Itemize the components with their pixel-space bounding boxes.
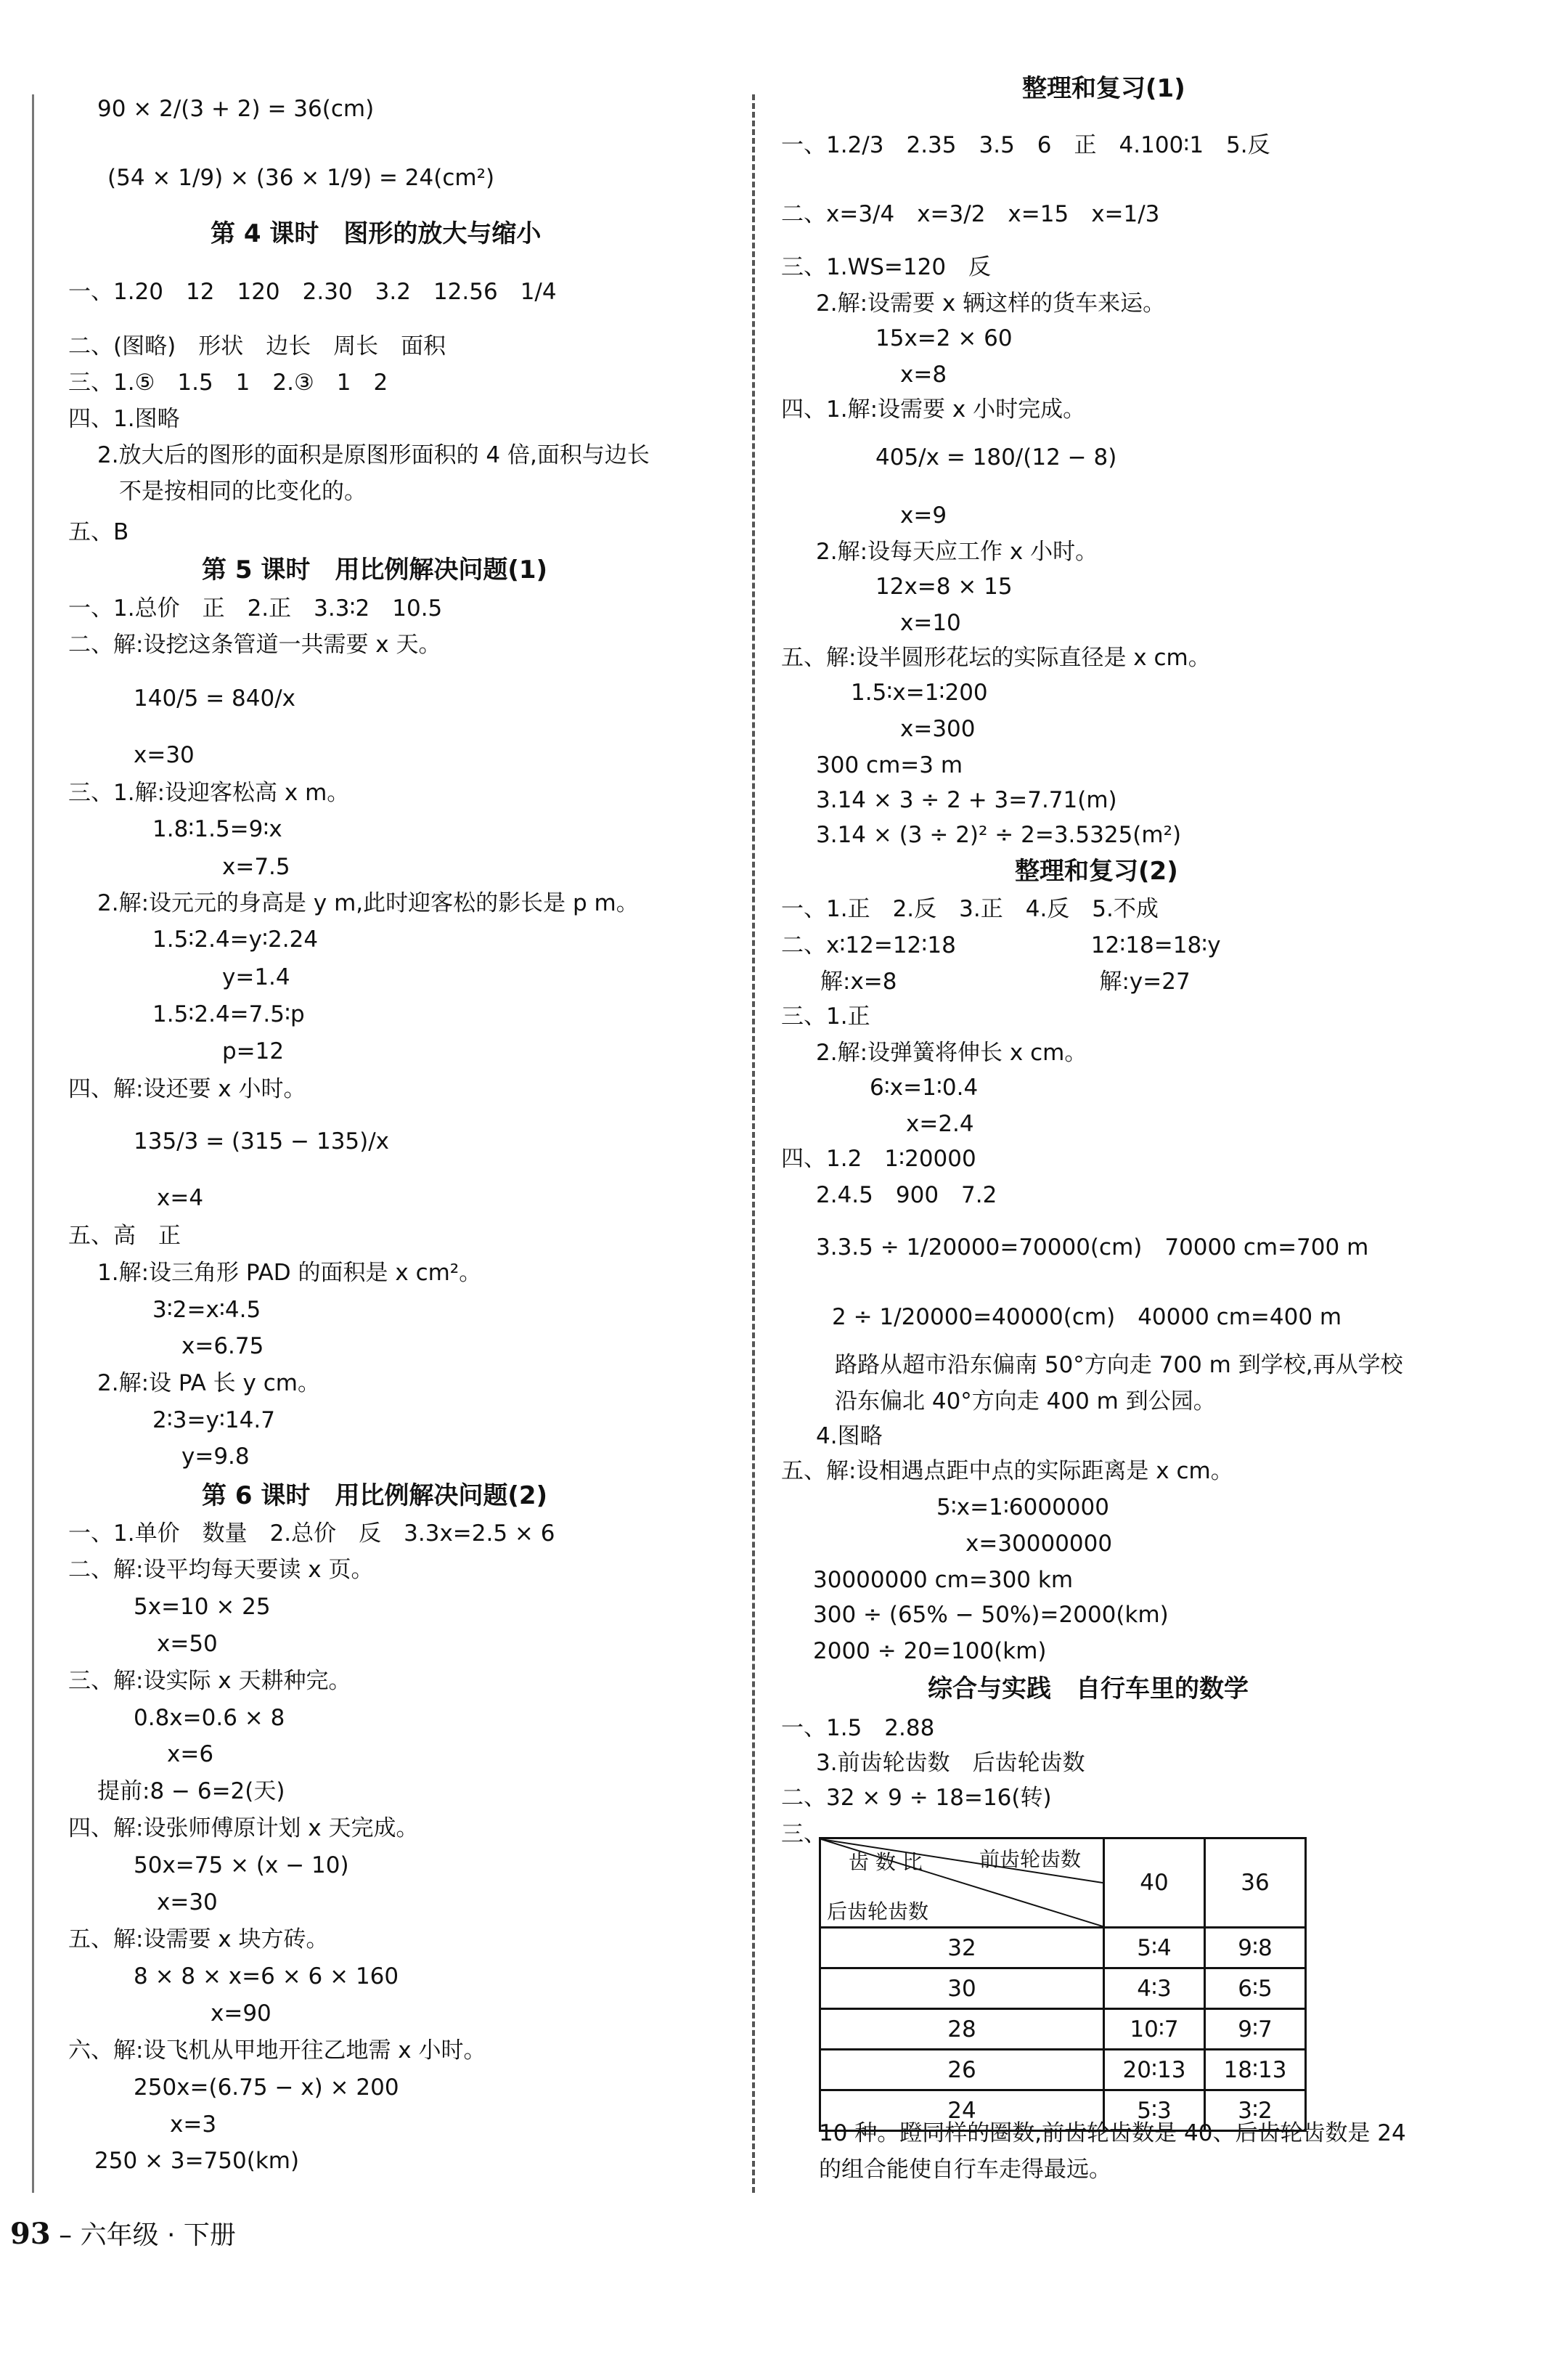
- answer-line: 解:x=8 解:y=27: [820, 969, 1191, 995]
- answer-line: 300 ÷ (65% − 50%)=2000(km): [813, 1602, 1169, 1628]
- answer-line: y=9.8: [181, 1443, 250, 1470]
- answer-line: x=6.75: [181, 1333, 264, 1359]
- answer-line: 二、x=3/4 x=3/2 x=15 x=1/3: [781, 201, 1160, 227]
- answer-line: 3.14 × (3 ÷ 2)² ÷ 2=3.5325(m²): [816, 822, 1182, 848]
- answer-line: 15x=2 × 60: [875, 325, 1013, 351]
- answer-line: x=30: [157, 1889, 218, 1915]
- table-row: [820, 2050, 1306, 2090]
- answer-line: 1.解:设三角形 PAD 的面积是 x cm²。: [97, 1260, 482, 1286]
- answer-line: 90 × 2/(3 + 2) = 36(cm): [97, 96, 375, 122]
- answer-line: p=12: [222, 1038, 285, 1064]
- rear-teeth-cell: 26: [820, 2050, 1104, 2090]
- answer-line: 2.解:设弹簧将伸长 x cm。: [816, 1040, 1087, 1066]
- answer-line: 2 ÷ 1/20000=40000(cm) 40000 cm=400 m: [832, 1304, 1342, 1330]
- table-row: [820, 1928, 1306, 1968]
- answer-line: 沿东偏北 40°方向走 400 m 到公园。: [835, 1388, 1216, 1414]
- section-heading: 第 6 课时 用比例解决问题(2): [202, 1481, 548, 1510]
- rear-teeth-cell: 28: [820, 2009, 1104, 2050]
- answer-line: 路路从超市沿东偏南 50°方向走 700 m 到学校,再从学校: [835, 1352, 1403, 1378]
- diag-front-label: 前齿轮齿数: [979, 1847, 1082, 1871]
- answer-line: 二、32 × 9 ÷ 18=16(转): [781, 1785, 1052, 1811]
- answer-line: 1.8∶1.5=9∶x: [152, 816, 282, 842]
- answer-line: 10 种。蹬同样的圈数,前齿轮齿数是 40、后齿轮齿数是 24: [819, 2120, 1406, 2146]
- col-header-36: 36: [1205, 1838, 1306, 1928]
- answer-line: 1.5∶x=1∶200: [851, 680, 988, 706]
- answer-line: 六、解:设飞机从甲地开往乙地需 x 小时。: [68, 2037, 486, 2064]
- answer-line: 2.4.5 900 7.2: [816, 1182, 997, 1208]
- page-footer: [10, 2215, 236, 2252]
- answer-line: 3.14 × 3 ÷ 2 + 3=7.71(m): [816, 787, 1117, 813]
- answer-line: 300 cm=3 m: [816, 752, 963, 778]
- answer-line: 五、解:设需要 x 块方砖。: [68, 1926, 329, 1952]
- table-row: [820, 1968, 1306, 2009]
- answer-line: 二、解:设挖这条管道一共需要 x 天。: [68, 632, 441, 658]
- answer-line: 的组合能使自行车走得最远。: [819, 2157, 1111, 2183]
- answer-line: 三、1.WS=120 反: [781, 254, 992, 280]
- col-header-40: 40: [1104, 1838, 1205, 1928]
- answer-line: x=300: [900, 716, 976, 742]
- answer-line: 一、1.5 2.88: [781, 1715, 935, 1741]
- answer-line: x=90: [211, 2000, 271, 2027]
- answer-line: 5∶x=1∶6000000: [936, 1494, 1109, 1520]
- answer-line: 二、解:设平均每天要读 x 页。: [68, 1557, 374, 1583]
- diag-rear-label: 后齿轮齿数: [827, 1899, 929, 1923]
- ratio-cell: 9∶7: [1205, 2009, 1306, 2050]
- table-row: [820, 2090, 1306, 2131]
- table-header-row: [820, 1838, 1306, 1928]
- table-row: [820, 2009, 1306, 2050]
- ratio-cell: 5∶4: [1104, 1928, 1205, 1968]
- table-body: [820, 1928, 1306, 2131]
- page-number: 93: [10, 2217, 51, 2251]
- answer-line: 8 × 8 × x=6 × 6 × 160: [134, 1963, 399, 1990]
- answer-line: x=50: [157, 1631, 218, 1657]
- answer-line: 0.8x=0.6 × 8: [134, 1705, 285, 1731]
- answer-line: 4.图略: [816, 1423, 883, 1449]
- answer-line: 2.解:设 PA 长 y cm。: [97, 1370, 320, 1396]
- answer-line: 三、1.解:设迎客松高 x m。: [68, 780, 350, 806]
- answer-line: 一、1.单价 数量 2.总价 反 3.3x=2.5 × 6: [68, 1520, 555, 1547]
- answer-line: 12x=8 × 15: [875, 574, 1013, 600]
- answer-line: 1.5∶2.4=7.5∶p: [152, 1001, 305, 1027]
- grade-label: 六年级 · 下册: [80, 2220, 236, 2250]
- answer-line: (54 × 1/9) × (36 × 1/9) = 24(cm²): [107, 165, 495, 191]
- answer-line: 250 × 3=750(km): [94, 2148, 300, 2174]
- answer-line: 2.解:设元元的身高是 y m,此时迎客松的影长是 p m。: [97, 890, 639, 916]
- answer-line: 四、1.解:设需要 x 小时完成。: [781, 396, 1086, 423]
- answer-line: 二、(图略) 形状 边长 周长 面积: [68, 333, 446, 359]
- answer-line: 405/x = 180/(12 − 8): [875, 444, 1117, 471]
- answer-line: x=10: [900, 610, 961, 636]
- answer-line: 2∶3=y∶14.7: [152, 1407, 275, 1433]
- answer-line: 一、1.总价 正 2.正 3.3∶2 10.5: [68, 595, 443, 622]
- answer-line: x=30000000: [965, 1531, 1113, 1557]
- answer-line: 不是按相同的比变化的。: [119, 478, 367, 505]
- section-heading: 综合与实践 自行车里的数学: [928, 1674, 1249, 1703]
- footer-dash: –: [59, 2220, 73, 2250]
- answer-line: 50x=75 × (x − 10): [134, 1852, 349, 1878]
- answer-line: 四、解:设还要 x 小时。: [68, 1076, 306, 1102]
- answer-line: 140/5 = 840/x: [134, 685, 295, 712]
- answer-line: 三、1.⑤ 1.5 1 2.③ 1 2: [68, 370, 388, 396]
- ratio-cell: 18∶13: [1205, 2050, 1306, 2090]
- answer-line: 四、解:设张师傅原计划 x 天完成。: [68, 1815, 419, 1841]
- answer-line: x=2.4: [906, 1111, 974, 1137]
- ratio-cell: 10∶7: [1104, 2009, 1205, 2050]
- section-heading: 第 5 课时 用比例解决问题(1): [202, 555, 548, 585]
- ratio-cell: 6∶5: [1205, 1968, 1306, 2009]
- answer-line: 3∶2=x∶4.5: [152, 1297, 261, 1323]
- left-margin-rule: [32, 94, 34, 2193]
- answer-line: 135/3 = (315 − 135)/x: [134, 1128, 390, 1154]
- answer-line: 提前:8 − 6=2(天): [97, 1778, 285, 1804]
- column-divider: [752, 94, 755, 2193]
- answer-line: 2.解:设需要 x 辆这样的货车来运。: [816, 290, 1166, 317]
- ratio-cell: 20∶13: [1104, 2050, 1205, 2090]
- ratio-cell: 3∶2: [1205, 2090, 1306, 2131]
- answer-line: 250x=(6.75 − x) × 200: [134, 2074, 399, 2101]
- answer-line: 一、1.20 12 120 2.30 3.2 12.56 1/4: [68, 279, 557, 305]
- answer-line: x=30: [134, 742, 195, 768]
- answer-line: x=7.5: [222, 854, 290, 880]
- table-diagonal-header: [820, 1838, 1104, 1928]
- section-heading: 第 4 课时 图形的放大与缩小: [211, 219, 542, 248]
- ratio-cell: 9∶8: [1205, 1928, 1306, 1968]
- section-heading: 整理和复习(2): [1015, 857, 1178, 886]
- answer-line: 2.解:设每天应工作 x 小时。: [816, 539, 1098, 565]
- ratio-cell: 5∶3: [1104, 2090, 1205, 2131]
- answer-line: 四、1.2 1∶20000: [781, 1146, 976, 1172]
- rear-teeth-cell: 24: [820, 2090, 1104, 2131]
- answer-line: x=3: [170, 2111, 217, 2138]
- answer-line: x=4: [157, 1185, 204, 1211]
- answer-line: 30000000 cm=300 km: [813, 1567, 1074, 1593]
- answer-line: 五、B: [68, 519, 129, 545]
- answer-line: 3.前齿轮齿数 后齿轮齿数: [816, 1750, 1085, 1776]
- answer-line: 三、: [781, 1821, 826, 1847]
- section-heading: 整理和复习(1): [1022, 74, 1185, 103]
- answer-line: x=9: [900, 502, 947, 529]
- rear-teeth-cell: 32: [820, 1928, 1104, 1968]
- answer-line: 五、解:设相遇点距中点的实际距离是 x cm。: [781, 1458, 1233, 1484]
- ratio-cell: 4∶3: [1104, 1968, 1205, 2009]
- answer-line: 2000 ÷ 20=100(km): [813, 1638, 1047, 1664]
- answer-line: y=1.4: [222, 964, 290, 990]
- answer-line: 五、高 正: [68, 1223, 181, 1249]
- gear-ratio-table: [819, 1837, 1307, 2132]
- diag-ratio-label: 齿 数 比: [849, 1850, 923, 1874]
- answer-line: 1.5∶2.4=y∶2.24: [152, 926, 319, 953]
- answer-line: 四、1.图略: [68, 406, 180, 432]
- answer-line: 三、1.正: [781, 1003, 870, 1030]
- answer-line: 3.3.5 ÷ 1/20000=70000(cm) 70000 cm=700 m: [816, 1234, 1369, 1261]
- rear-teeth-cell: 30: [820, 1968, 1104, 2009]
- answer-line: 三、解:设实际 x 天耕种完。: [68, 1668, 351, 1694]
- answer-line: 6∶x=1∶0.4: [870, 1075, 979, 1101]
- answer-line: x=8: [900, 362, 947, 388]
- answer-line: 一、1.2/3 2.35 3.5 6 正 4.100∶1 5.反: [781, 132, 1270, 158]
- answer-line: 5x=10 × 25: [134, 1594, 271, 1620]
- answer-line: 二、x∶12=12∶18 12∶18=18∶y: [781, 932, 1221, 958]
- answer-line: 五、解:设半圆形花坛的实际直径是 x cm。: [781, 645, 1211, 671]
- answer-line: x=6: [167, 1741, 214, 1767]
- answer-line: 2.放大后的图形的面积是原图形面积的 4 倍,面积与边长: [97, 442, 650, 468]
- answer-line: 一、1.正 2.反 3.正 4.反 5.不成: [781, 896, 1159, 922]
